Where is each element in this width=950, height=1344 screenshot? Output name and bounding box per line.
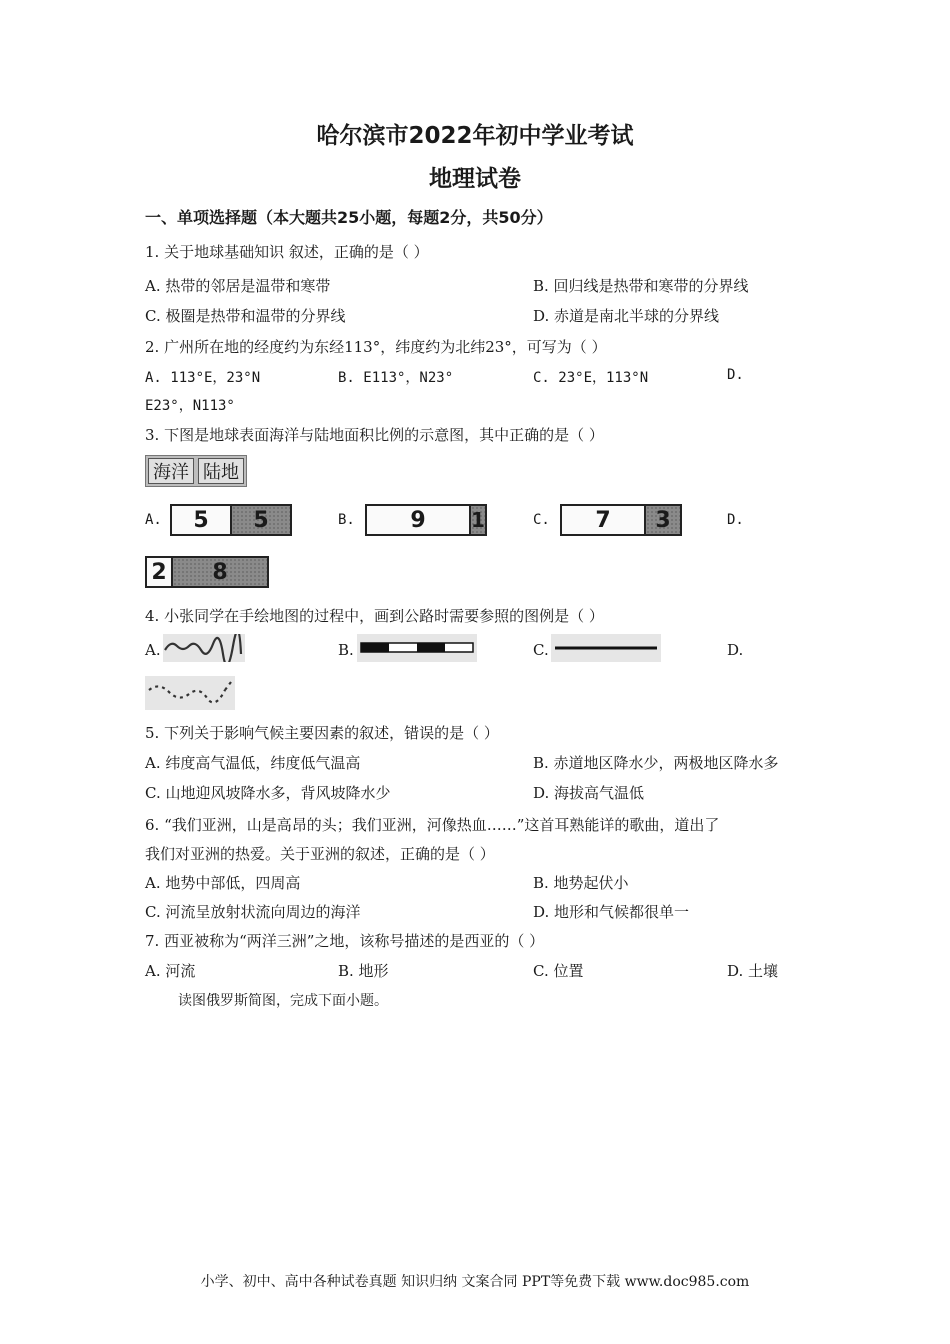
question-5-stem: 5. 下列关于影响气候主要因素的叙述，错误的是（ ）: [145, 724, 499, 742]
question-4-stem: 4. 小张同学在手绘地图的过程中，画到公路时需要参照的图例是（ ）: [145, 607, 604, 625]
ratio-a-ocean: 5: [193, 507, 209, 533]
exam-title: 哈尔滨市2022年初中学业考试: [316, 123, 634, 149]
q4-option-c: C.: [533, 641, 549, 659]
ratio-box-d: [145, 556, 269, 588]
exam-subtitle: 地理试卷: [429, 166, 521, 192]
ratio-box-c: [560, 504, 682, 536]
boundary-legend: [145, 676, 235, 710]
road-line-icon: [551, 634, 661, 662]
instruction-text: 读图俄罗斯简图，完成下面小题。: [178, 993, 388, 1009]
q3-option-a: A.: [145, 512, 162, 528]
question-7-stem: 7. 西亚被称为“两洋三洲”之地，该称号描述的是西亚的（ ）: [145, 932, 545, 950]
question-6-stem-line1: 6. “我们亚洲，山是高昂的头；我们亚洲，河像热血……”这首耳熟能详的歌曲，道出了: [145, 816, 720, 834]
q2-option-d: D.: [727, 367, 744, 383]
ratio-b-land: 1: [469, 506, 485, 534]
question-6-stem-line2: 我们对亚洲的热爱。关于亚洲的叙述，正确的是（ ）: [145, 845, 495, 863]
q7-option-d: D. 土壤: [727, 962, 779, 980]
q5-option-b: B. 赤道地区降水少，两极地区降水多: [533, 754, 779, 772]
ocean-land-legend: [145, 455, 247, 487]
dotted-boundary-icon: [145, 676, 235, 710]
legend-land: 陆地: [198, 458, 244, 484]
q1-option-c: C. 极圈是热带和温带的分界线: [145, 307, 346, 325]
railway-symbol-icon: [357, 634, 477, 662]
q2-option-c: C. 23°E，113°N: [533, 370, 649, 386]
question-3-stem: 3. 下图是地球表面海洋与陆地面积比例的示意图，其中正确的是（ ）: [145, 426, 604, 444]
ratio-c-land: 3: [644, 506, 680, 534]
ratio-a-land: 5: [230, 506, 290, 534]
ratio-d-ocean: 2: [151, 559, 167, 585]
q6-option-d: D. 地形和气候都很单一: [533, 903, 690, 921]
legend-ocean: 海洋: [148, 458, 194, 484]
q2-option-d-cont: E23°，N113°: [145, 398, 235, 414]
q7-option-c: C. 位置: [533, 962, 584, 980]
section-heading: 一、单项选择题（本大题共25小题，每题2分，共50分）: [145, 208, 553, 227]
road-legend: [551, 634, 661, 662]
q3-option-d: D.: [727, 512, 744, 528]
question-2-stem: 2. 广州所在地的经度约为东经113°，纬度约为北纬23°，可写为（ ）: [145, 338, 607, 356]
q6-option-c: C. 河流呈放射状流向周边的海洋: [145, 903, 361, 921]
q7-option-b: B. 地形: [338, 962, 389, 980]
q1-option-a: A. 热带的邻居是温带和寒带: [145, 277, 331, 295]
q3-option-b: B.: [338, 512, 355, 528]
q5-option-a: A. 纬度高气温低，纬度低气温高: [145, 754, 361, 772]
q4-option-a: A.: [145, 641, 161, 659]
question-1-stem: 1. 关于地球基础知识 叙述，正确的是（ ）: [145, 243, 429, 261]
ratio-d-land: 8: [171, 558, 267, 586]
ratio-box-a: [170, 504, 292, 536]
q5-option-c: C. 山地迎风坡降水多，背风坡降水少: [145, 784, 391, 802]
q6-option-a: A. 地势中部低，四周高: [145, 874, 301, 892]
page-footer: 小学、初中、高中各种试卷真题 知识归纳 文案合同 PPT等免费下载 www.doc985.com: [200, 1274, 750, 1290]
q3-option-c: C.: [533, 512, 550, 528]
river-legend: [163, 634, 245, 662]
q4-option-b: B.: [338, 641, 354, 659]
railway-legend: [357, 634, 477, 662]
q7-option-a: A. 河流: [145, 962, 196, 980]
wavy-river-icon: [163, 634, 245, 662]
ratio-c-ocean: 7: [595, 507, 611, 533]
ratio-box-b: [365, 504, 487, 536]
q4-option-d: D.: [727, 641, 744, 659]
q2-option-a: A. 113°E，23°N: [145, 370, 261, 386]
q6-option-b: B. 地势起伏小: [533, 874, 629, 892]
q5-option-d: D. 海拔高气温低: [533, 784, 645, 802]
q1-option-b: B. 回归线是热带和寒带的分界线: [533, 277, 749, 295]
q1-option-d: D. 赤道是南北半球的分界线: [533, 307, 720, 325]
q2-option-b: B. E113°，N23°: [338, 370, 454, 386]
ratio-b-ocean: 9: [410, 507, 426, 533]
